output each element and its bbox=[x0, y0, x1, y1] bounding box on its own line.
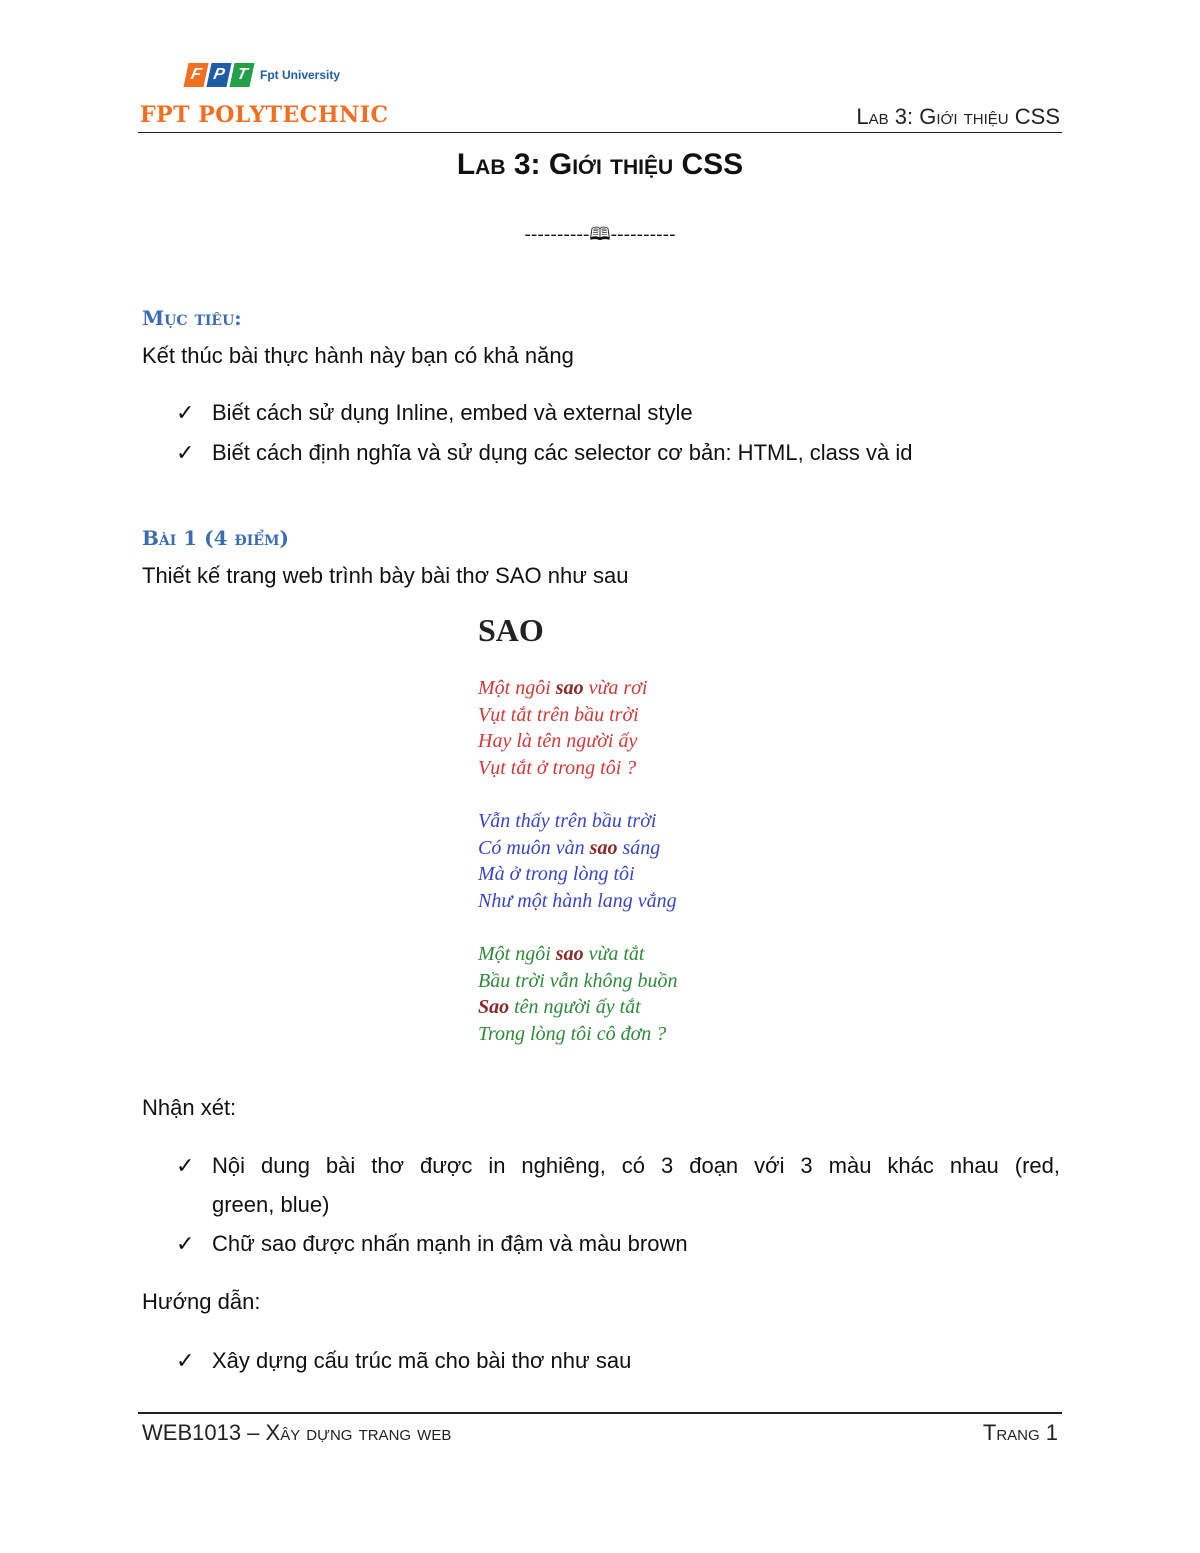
remarks-label: Nhận xét: bbox=[142, 1095, 237, 1120]
poem-line: Vụt tắt ở trong tôi ? bbox=[478, 756, 637, 779]
exercise1-intro: Thiết kế trang web trình bày bài thơ SAO như sau bbox=[142, 563, 629, 588]
poem-emphasis: sao bbox=[589, 836, 618, 859]
guide-item: Xây dựng cấu trúc mã cho bài thơ như sau bbox=[212, 1348, 632, 1373]
logo-university-text: Fpt University bbox=[260, 68, 341, 82]
poem-emphasis: sao bbox=[555, 677, 584, 699]
poem-stanza-red bbox=[478, 675, 678, 781]
check-icon: ✓ bbox=[176, 1231, 195, 1256]
poem-line: Trong lòng tôi cô đơn ? bbox=[478, 1022, 667, 1045]
remark-item-line: Nội dung bài thơ được in nghiêng, có 3 đoạn với 3 màu khác nhau (red, bbox=[212, 1153, 1060, 1178]
check-icon: ✓ bbox=[176, 1348, 195, 1373]
header-divider bbox=[138, 132, 1062, 133]
poem-line: Như một hành lang vắng bbox=[478, 889, 677, 912]
objective-item: Biết cách định nghĩa và sử dụng các selector cơ bản: HTML, class và id bbox=[212, 440, 913, 465]
logo-tiles bbox=[183, 63, 254, 87]
poem-line: Bầu trời vẫn không buồn bbox=[478, 969, 678, 992]
exercise1-heading: Bài 1 (4 điểm) bbox=[142, 526, 289, 550]
brand-name: FPT POLYTECHNIC bbox=[140, 102, 389, 128]
footer-page-number: Trang 1 bbox=[982, 1420, 1058, 1445]
objective-heading: Mục tiêu: bbox=[142, 306, 242, 330]
logo-tile-p: P bbox=[206, 63, 231, 87]
book-separator: ----------🕮---------- bbox=[524, 224, 676, 245]
poem-line: Hay là tên người ấy bbox=[478, 730, 638, 752]
check-icon: ✓ bbox=[176, 1153, 195, 1178]
logo-tile-t: T bbox=[229, 63, 254, 87]
check-icon: ✓ bbox=[176, 440, 195, 465]
objective-item: Biết cách sử dụng Inline, embed và external style bbox=[212, 400, 693, 425]
poem-stanza-green bbox=[478, 941, 678, 1047]
poem-emphasis: sao bbox=[555, 943, 584, 965]
poem-stanza-blue bbox=[478, 808, 678, 914]
poem-title: SAO bbox=[478, 612, 544, 648]
poem-line: Sao tên người ấy tắt bbox=[478, 996, 641, 1018]
poem-example bbox=[478, 612, 678, 1074]
poem-line: Một ngôi sao vừa tắt bbox=[478, 943, 645, 965]
poem-line: Một ngôi sao vừa rơi bbox=[478, 677, 648, 699]
page-title: Lab 3: Giới thiệu CSS bbox=[456, 148, 744, 181]
footer-course: WEB1013 – Xây dựng trang web bbox=[142, 1420, 452, 1445]
poem-line: Vẫn thấy trên bầu trời bbox=[478, 810, 657, 832]
poem-emphasis: Sao bbox=[478, 996, 510, 1018]
poem-line: Vụt tắt trên bầu trời bbox=[478, 703, 639, 726]
header-lab-label: Lab 3: Giới thiệu CSS bbox=[856, 104, 1060, 129]
poem-line: Mà ở trong lòng tôi bbox=[478, 863, 635, 885]
fpt-logo bbox=[186, 58, 340, 92]
poem-line: Có muôn vàn sao sáng bbox=[478, 836, 661, 859]
remark-item-line: green, blue) bbox=[212, 1192, 330, 1217]
objective-intro: Kết thúc bài thực hành này bạn có khả năng bbox=[142, 343, 574, 368]
check-icon: ✓ bbox=[176, 400, 195, 425]
footer-divider bbox=[138, 1412, 1062, 1414]
guide-label: Hướng dẫn: bbox=[142, 1289, 261, 1314]
remark-item: Chữ sao được nhấn mạnh in đậm và màu brown bbox=[212, 1231, 688, 1256]
logo-tile-f: F bbox=[183, 63, 208, 87]
